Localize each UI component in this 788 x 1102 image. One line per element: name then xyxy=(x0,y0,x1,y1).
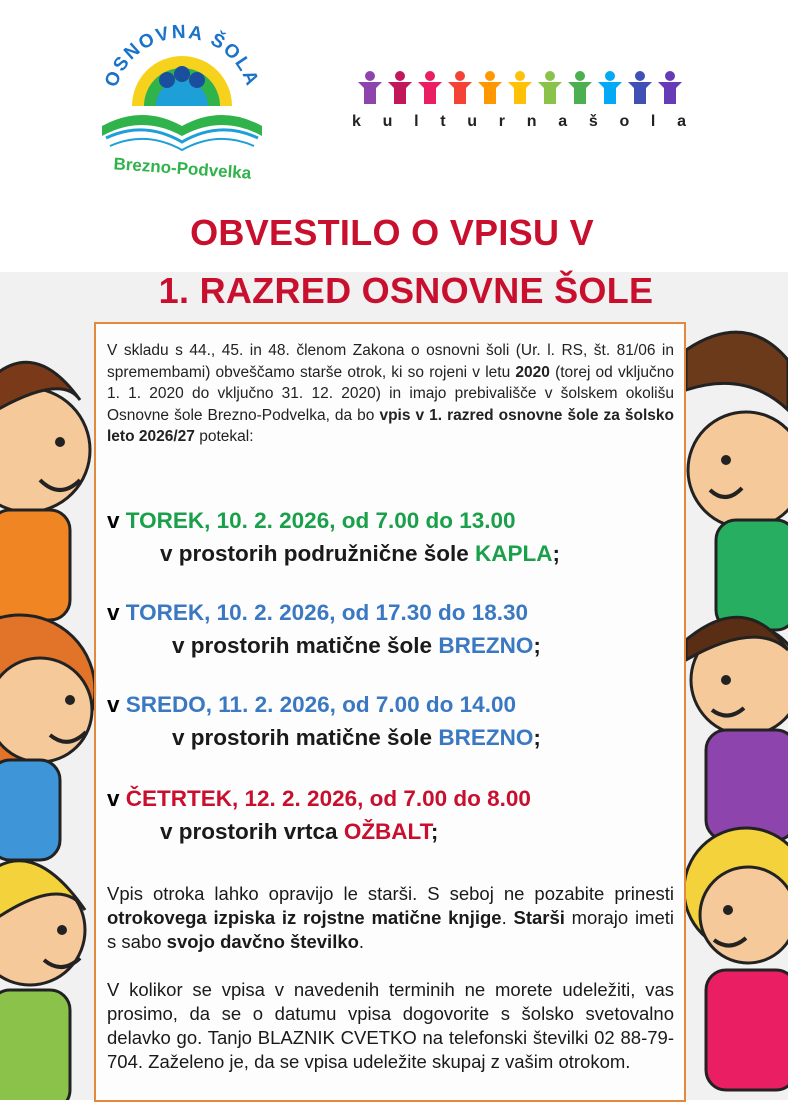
schedule-day xyxy=(107,688,674,721)
intro-text-3: potekal: xyxy=(194,428,254,445)
schedule-place: BREZNO xyxy=(438,632,534,658)
schedule-item xyxy=(107,688,674,754)
schedule-location xyxy=(107,629,674,662)
intro-year: 2020 xyxy=(515,363,550,381)
schedule-day xyxy=(107,596,674,629)
school-logo-top-text: OSNOVNA ŠOLA xyxy=(101,21,263,91)
schedule-place: BREZNO xyxy=(438,724,534,750)
schedule-location-text: v prostorih vrtca xyxy=(160,818,344,844)
schedule-item xyxy=(107,782,674,848)
documents-text-2: . xyxy=(501,906,514,928)
schedule-prefix: v xyxy=(107,599,126,625)
schedule-place: KAPLA xyxy=(475,540,553,566)
schedule-place: OŽBALT xyxy=(343,818,431,844)
schedule-item xyxy=(107,504,674,570)
kulturna-sola-logo xyxy=(350,66,690,136)
schedule-item xyxy=(107,596,674,662)
schedule-end: ; xyxy=(533,632,541,658)
schedule-end: ; xyxy=(533,724,541,750)
school-logo-bottom-text: Brezno-Podvelka xyxy=(112,154,252,183)
page-title-line1: OBVESTILO O VPISU V xyxy=(190,212,594,253)
kulturna-sola-text: kulturnašola xyxy=(352,113,686,130)
schedule-end: ; xyxy=(430,818,439,844)
schedule-location xyxy=(107,815,674,848)
schedule-location xyxy=(107,721,674,754)
documents-parents: Starši xyxy=(513,906,565,928)
schedule-prefix: v xyxy=(107,507,126,533)
intro-enrolment-note: vpis v 1. razred osnovne šole za šolsko leto 2026/27 xyxy=(107,406,675,445)
documents-birth-extract: otrokovega izpiska iz rojstne matične knjige xyxy=(107,906,502,928)
intro-text-2: (torej od vključno 1. 1. 2020 do vključno 31. 12. 2020) in imajo prebivališče v šolskem okolišu Osnovne šole Brezno-Podvelka, da bo xyxy=(107,363,674,424)
schedule-day xyxy=(107,782,674,815)
intro-text-1: V skladu s 44., 45. in 48. členom Zakona o osnovni šoli (Ur. l. RS, št. 81/06 in spremembami) obveščamo starše otrok, ki so rojeni v letu xyxy=(107,342,674,381)
documents-text-4: . xyxy=(358,930,365,952)
people-row-icon xyxy=(358,71,682,104)
children-illustration-left xyxy=(0,330,100,1100)
schedule-day xyxy=(107,504,674,537)
schedule-prefix: v xyxy=(107,691,126,717)
schedule-end: ; xyxy=(552,540,561,566)
intro-paragraph xyxy=(107,340,674,448)
documents-text-1: Vpis otroka lahko opravijo le starši. S seboj ne pozabite prinesti xyxy=(107,882,674,904)
schedule-prefix: v xyxy=(107,785,126,811)
page-title-line2: 1. RAZRED OSNOVNE ŠOLE xyxy=(158,270,654,311)
schedule-location-text: v prostorih matične šole xyxy=(172,724,439,750)
schedule-date: TOREK, 10. 2. 2026, od 7.00 do 13.00 xyxy=(125,507,516,533)
documents-tax-number: svojo davčno številko xyxy=(166,930,359,952)
schedule-list xyxy=(107,504,674,848)
schedule-location-text: v prostorih podružnične šole xyxy=(160,540,476,566)
contact-paragraph: V kolikor se vpisa v navedenih terminih ne morete udeležiti, vas prosimo, da se o datumu vpisa dogovorite s šolsko svetovalno delavko go. Tanjo BLAZNIK CVETKO na telefonski številki 02 88-79-704. Zaželeno je, da se vpisa udeležite skupaj z vašim otrokom. xyxy=(107,978,674,1072)
documents-paragraph xyxy=(107,882,674,954)
notice-box xyxy=(94,322,686,1102)
children-illustration-right xyxy=(686,330,788,1100)
schedule-date: SREDO, 11. 2. 2026, od 7.00 do 14.00 xyxy=(125,691,516,717)
documents-text-3: morajo imeti s sabo xyxy=(107,906,675,952)
schedule-location xyxy=(107,537,674,570)
schedule-location-text: v prostorih matične šole xyxy=(172,632,439,658)
school-logo xyxy=(92,14,272,184)
schedule-date: ČETRTEK, 12. 2. 2026, od 7.00 do 8.00 xyxy=(125,785,531,811)
schedule-date: TOREK, 10. 2. 2026, od 17.30 do 18.30 xyxy=(125,599,529,625)
